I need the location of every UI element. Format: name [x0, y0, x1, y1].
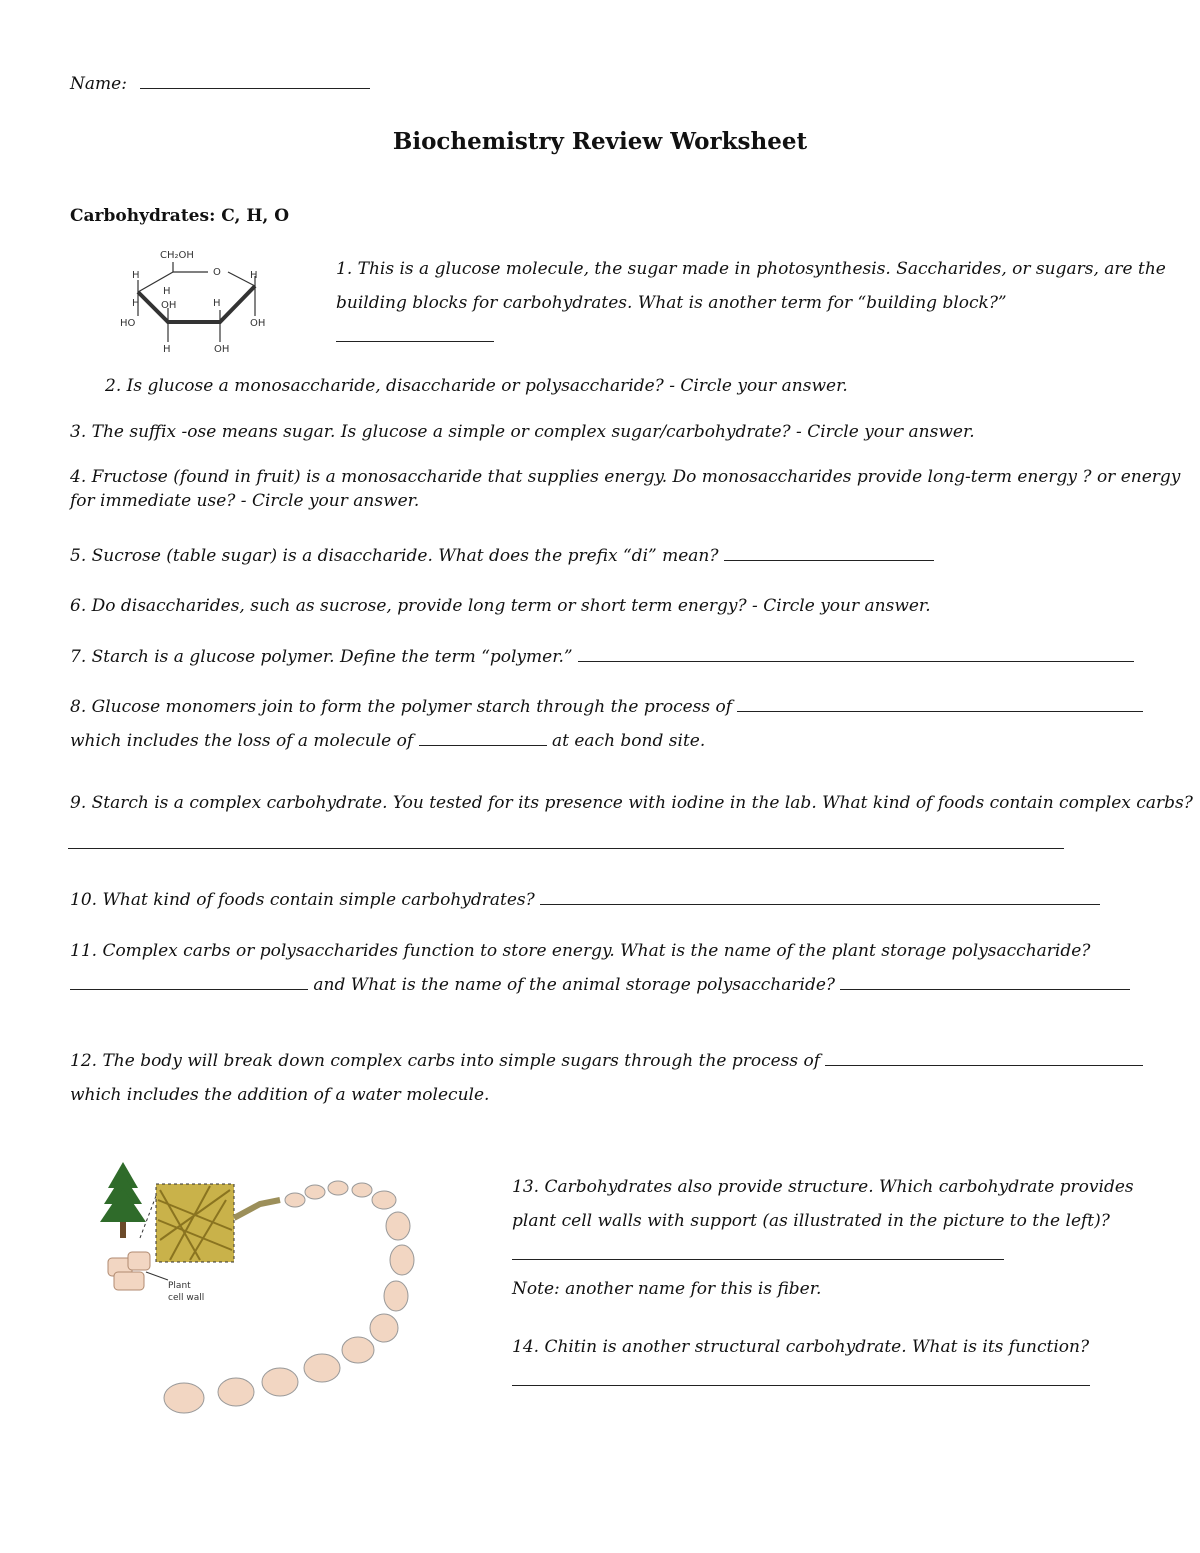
- glucose-label: H: [163, 286, 171, 297]
- question-1: [336, 252, 1166, 354]
- answer-blank[interactable]: [840, 971, 1130, 990]
- question-12: [70, 1044, 1143, 1112]
- answer-blank[interactable]: [70, 971, 308, 990]
- answer-blank[interactable]: [724, 542, 934, 561]
- question-14-line-1: 14. Chitin is another structural carbohydrate. What is its function?: [512, 1337, 1090, 1357]
- glucose-label: H: [163, 344, 171, 355]
- question-13-line-2: plant cell walls with support (as illustrated in the picture to the left)?: [512, 1211, 1110, 1231]
- question-12-line-1: 12. The body will break down complex carbs into simple sugars through the process of: [70, 1051, 821, 1071]
- question-5: [70, 539, 934, 573]
- question-7-text: 7. Starch is a glucose polymer. Define the term “polymer.”: [70, 647, 573, 667]
- question-10: [70, 883, 1100, 917]
- question-12-line-2: which includes the addition of a water molecule.: [70, 1085, 490, 1105]
- answer-blank[interactable]: [68, 830, 1064, 849]
- question-6: 6. Do disaccharides, such as sucrose, provide long term or short term energy? - Circle your answer.: [70, 596, 931, 616]
- glucose-label: H: [132, 270, 140, 281]
- glucose-label: OH: [214, 344, 230, 355]
- question-9: 9. Starch is a complex carbohydrate. You tested for its presence with iodine in the lab. What kind of foods contain complex carbs?: [70, 793, 1193, 813]
- answer-blank[interactable]: [540, 886, 1100, 905]
- question-11-line-1: 11. Complex carbs or polysaccharides function to store energy. What is the name of the plant storage polysaccharide?: [70, 941, 1091, 961]
- question-1-line-1: 1. This is a glucose molecule, the sugar made in photosynthesis. Saccharides, or sugars, are the: [336, 259, 1166, 279]
- figure-label-1: Plant: [168, 1281, 191, 1291]
- answer-blank[interactable]: [336, 323, 494, 342]
- glucose-label: CH₂OH: [160, 250, 194, 261]
- answer-blank[interactable]: [512, 1241, 1004, 1260]
- answer-blank[interactable]: [737, 693, 1143, 712]
- question-4-line-1: 4. Fructose (found in fruit) is a monosaccharide that supplies energy. Do monosaccharides provide long-term energy ? or energy: [70, 467, 1181, 487]
- glucose-label: HO: [120, 318, 136, 329]
- question-8-line-1: 8. Glucose monomers join to form the polymer starch through the process of: [70, 697, 733, 717]
- plant-cells: [108, 1252, 150, 1290]
- glucose-label: O: [213, 267, 221, 278]
- glucose-label: H: [213, 298, 221, 309]
- question-2: 2. Is glucose a monosaccharide, disaccharide or polysaccharide? - Circle your answer.: [105, 376, 848, 396]
- question-10-text: 10. What kind of foods contain simple carbohydrates?: [70, 890, 535, 910]
- question-1-line-2: building blocks for carbohydrates. What is another term for “building block?”: [336, 293, 1007, 313]
- question-5-text: 5. Sucrose (table sugar) is a disaccharide. What does the prefix “di” mean?: [70, 546, 719, 566]
- name-blank[interactable]: [140, 70, 370, 89]
- glucose-label: H: [250, 270, 258, 281]
- question-8-line-2: which includes the loss of a molecule of: [70, 731, 414, 751]
- section-heading: Carbohydrates: C, H, O: [70, 206, 290, 226]
- question-14: [512, 1330, 1090, 1398]
- cellulose-diagram: [100, 1160, 440, 1440]
- name-field: [70, 70, 370, 94]
- name-label: Name:: [70, 74, 127, 94]
- answer-blank[interactable]: [419, 727, 547, 746]
- answer-blank[interactable]: [512, 1367, 1090, 1386]
- answer-blank[interactable]: [825, 1047, 1143, 1066]
- glucose-label: OH: [250, 318, 266, 329]
- question-7: [70, 640, 1134, 674]
- question-13-note: Note: another name for this is fiber.: [512, 1279, 822, 1299]
- glucose-diagram: [110, 244, 310, 359]
- question-4-line-2: for immediate use? - Circle your answer.: [70, 491, 420, 511]
- page-title: Biochemistry Review Worksheet: [392, 128, 808, 155]
- glucose-label: OH: [161, 300, 177, 311]
- question-11: [70, 934, 1130, 1002]
- question-13: [512, 1170, 1134, 1306]
- figure-label-2: cell wall: [168, 1293, 205, 1303]
- question-3: 3. The suffix -ose means sugar. Is glucose a simple or complex sugar/carbohydrate? - Circle your answer.: [70, 422, 975, 442]
- question-8-line-3: at each bond site.: [551, 731, 706, 751]
- question-8: [70, 690, 1143, 758]
- question-11-line-2: and What is the name of the animal storage polysaccharide?: [313, 975, 836, 995]
- glucose-label: H: [132, 298, 140, 309]
- answer-blank[interactable]: [578, 643, 1134, 662]
- question-4: [70, 465, 1180, 513]
- question-13-line-1: 13. Carbohydrates also provide structure. Which carbohydrate provides: [512, 1177, 1134, 1197]
- tree-icon: [100, 1162, 146, 1238]
